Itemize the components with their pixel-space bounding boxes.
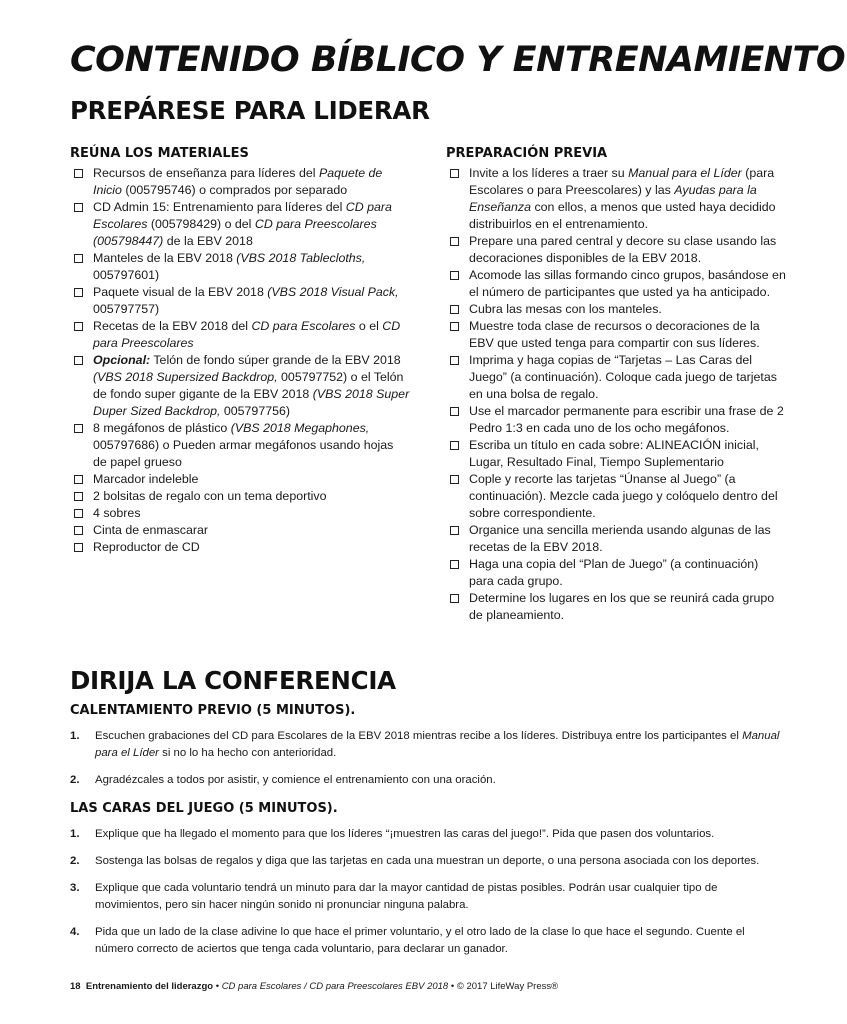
materials-heading: REÚNA LOS MATERIALES (70, 146, 249, 161)
preparation-item: Determine los lugares en los que se reunirá cada grupo de planeamiento. (446, 590, 786, 624)
footer-book-title: Entrenamiento del liderazgo (85, 981, 214, 992)
preparation-item: Invite a los líderes a traer su Manual para el Líder (para Escolares o para Preescolares) y las Ayudas para la Enseñanza con ellos, a menos que usted haya decidido distribuirlos en el entrenamiento. (446, 165, 786, 233)
checkbox-icon (450, 560, 459, 569)
step-number: 2. (70, 855, 80, 867)
materials-item: Paquete visual de la EBV 2018 (VBS 2018 Visual Pack, 005797757) (70, 284, 410, 318)
page-footer (70, 981, 558, 992)
faces-section (70, 801, 780, 968)
page-number: 18 (70, 981, 81, 992)
step-number: 4. (70, 926, 80, 938)
materials-checklist (70, 165, 410, 556)
numbered-step: 3. Explique que cada voluntario tendrá un minuto para dar la mayor cantidad de pistas posibles. Podrán usar cualquier tipo de movimientos, pero sin hacer ningún sonido ni pronunciar ninguna palabra. (70, 882, 718, 911)
numbered-step: 1. Escuchen grabaciones del CD para Escolares de la EBV 2018 mientras recibe a los líderes. Distribuya entre los participantes el Manual para el Líder si no lo ha hecho con anterioridad. (70, 730, 780, 759)
materials-column (70, 146, 410, 556)
checkbox-icon (74, 475, 83, 484)
footer-separator: • (213, 981, 222, 992)
checkbox-icon (74, 509, 83, 518)
faces-steps (70, 826, 780, 958)
preparation-item: Organice una sencilla merienda usando algunas de las recetas de la EBV 2018. (446, 522, 786, 556)
warmup-steps (70, 728, 780, 789)
materials-item: Manteles de la EBV 2018 (VBS 2018 Tablecloths, 005797601) (70, 250, 410, 284)
materials-item: Recursos de enseñanza para líderes del Paquete de Inicio (005795746) o comprados por separado (70, 165, 410, 199)
footer-copyright: © 2017 LifeWay Press® (456, 981, 559, 992)
preparation-item: Acomode las sillas formando cinco grupos, basándose en el número de participantes que usted ya ha anticipado. (446, 267, 786, 301)
checkbox-icon (450, 237, 459, 246)
checkbox-icon (74, 526, 83, 535)
numbered-step: 1. Explique que ha llegado el momento para que los líderes “¡muestren las caras del juego!”. Pida que pasen dos voluntarios. (70, 826, 780, 843)
preparation-column (446, 146, 786, 624)
materials-item: 4 sobres (70, 505, 410, 522)
materials-item: Marcador indeleble (70, 471, 410, 488)
checkbox-icon (74, 254, 83, 263)
faces-heading: LAS CARAS DEL JUEGO (5 MINUTOS). (70, 801, 338, 816)
preparation-heading: PREPARACIÓN PREVIA (446, 146, 608, 161)
checkbox-icon (450, 305, 459, 314)
step-number: 2. (70, 774, 80, 786)
checkbox-icon (450, 441, 459, 450)
checkbox-icon (74, 288, 83, 297)
preparation-item: Imprima y haga copias de “Tarjetas – Las Caras del Juego” (a continuación). Coloque cada juego de tarjetas en una bolsa de regalo. (446, 352, 786, 403)
checkbox-icon (450, 356, 459, 365)
numbered-step: 4. Pida que un lado de la clase adivine lo que hace el primer voluntario, y el otro lado de la clase lo que hace el segundo. Cuente el número correcto de aciertos que tenga cada voluntario, para declarar un ganador. (70, 926, 745, 955)
section-heading-conference: DIRIJA LA CONFERENCIA (70, 666, 396, 695)
section-heading-prepare: PREPÁRESE PARA LIDERAR (70, 96, 430, 125)
materials-item: Opcional: Telón de fondo súper grande de la EBV 2018 (VBS 2018 Supersized Backdrop, 005797752) o el Telón de fondo super gigante de la EBV 2018 (VBS 2018 Super Duper Sized Backdrop, 005797756) (70, 352, 410, 420)
preparation-item: Cubra las mesas con los manteles. (446, 301, 786, 318)
footer-separator: • (448, 981, 457, 992)
checkbox-icon (74, 356, 83, 365)
checkbox-icon (450, 475, 459, 484)
checkbox-icon (450, 594, 459, 603)
checkbox-icon (74, 203, 83, 212)
preparation-item: Muestre toda clase de recursos o decoraciones de la EBV que usted tenga para compartir con sus líderes. (446, 318, 786, 352)
preparation-item: Cople y recorte las tarjetas “Únanse al Juego” (a continuación). Mezcle cada juego y colóquelo dentro del sobre correspondiente. (446, 471, 786, 522)
footer-product: CD para Escolares / CD para Preescolares EBV 2018 (221, 981, 449, 992)
materials-item: Cinta de enmascarar (70, 522, 410, 539)
materials-item: 8 megáfonos de plástico (VBS 2018 Megaphones, 005797686) o Pueden armar megáfonos usando hojas de papel grueso (70, 420, 410, 471)
materials-item: CD Admin 15: Entrenamiento para líderes del CD para Escolares (005798429) o del CD para Preescolares (005798447) de la EBV 2018 (70, 199, 410, 250)
numbered-step: 2. Sostenga las bolsas de regalos y diga que las tarjetas en cada una muestran un deporte, o una persona asociada con los deportes. (70, 853, 780, 870)
step-number: 1. (70, 730, 80, 742)
checkbox-icon (74, 322, 83, 331)
warmup-section (70, 703, 780, 799)
materials-item: 2 bolsitas de regalo con un tema deportivo (70, 488, 410, 505)
step-number: 1. (70, 828, 80, 840)
preparation-item: Use el marcador permanente para escribir una frase de 2 Pedro 1:3 en cada uno de los ocho megáfonos. (446, 403, 786, 437)
checkbox-icon (450, 322, 459, 331)
materials-item: Reproductor de CD (70, 539, 410, 556)
checkbox-icon (74, 169, 83, 178)
checkbox-icon (74, 424, 83, 433)
preparation-checklist (446, 165, 786, 624)
numbered-step: 2. Agradézcales a todos por asistir, y comience el entrenamiento con una oración. (70, 772, 780, 789)
checkbox-icon (74, 543, 83, 552)
preparation-item: Haga una copia del “Plan de Juego” (a continuación) para cada grupo. (446, 556, 786, 590)
materials-item: Recetas de la EBV 2018 del CD para Escolares o el CD para Preescolares (70, 318, 410, 352)
checkbox-icon (450, 407, 459, 416)
step-number: 3. (70, 882, 80, 894)
warmup-heading: CALENTAMIENTO PREVIO (5 MINUTOS). (70, 703, 356, 718)
checkbox-icon (450, 169, 459, 178)
preparation-item: Prepare una pared central y decore su clase usando las decoraciones disponibles de la EBV 2018. (446, 233, 786, 267)
page-title: CONTENIDO BÍBLICO Y ENTRENAMIENTO (70, 40, 846, 80)
checkbox-icon (74, 492, 83, 501)
checkbox-icon (450, 271, 459, 280)
preparation-item: Escriba un título en cada sobre: ALINEACIÓN inicial, Lugar, Resultado Final, Tiempo Suplementario (446, 437, 786, 471)
checkbox-icon (450, 526, 459, 535)
